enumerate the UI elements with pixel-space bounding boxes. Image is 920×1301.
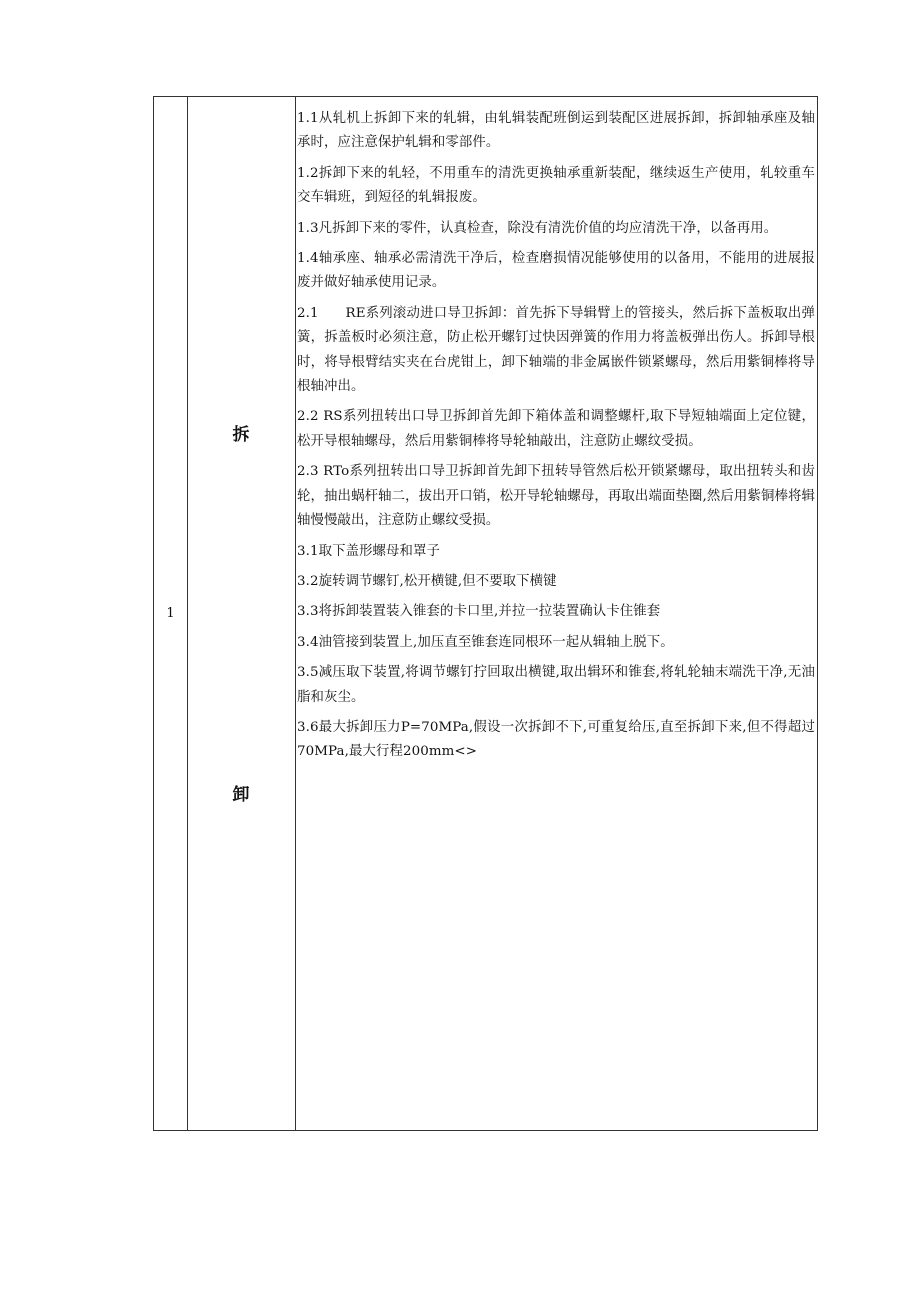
paragraph-3-5: 3.5减压取下装置,将调节螺钉拧回取出横键,取出辑环和锥套,将轧轮轴末端洗干净,无油脂和灰尘。	[297, 665, 815, 705]
paragraph-3-1: 3.1取下盖形螺母和罩子	[297, 543, 441, 559]
procedure-content	[297, 107, 815, 771]
column-divider	[295, 97, 296, 1130]
section-title-char: 卸	[232, 785, 250, 805]
paragraph-1-3: 1.3凡拆卸下来的零件，认真检查，除没有清洗价值的均应清洗干净，以备再用。	[297, 220, 778, 236]
paragraph-3-4: 3.4油管接到装置上,加压直至锥套连同根环一起从辑轴上脱下。	[297, 634, 674, 650]
procedure-table	[153, 96, 818, 1131]
paragraph-3-6: 3.6最大拆卸压力P=70MPa,假设一次拆卸不下,可重复给压,直至拆卸下来,但不得超过70MPa,最大行程200mm<>	[297, 719, 815, 760]
paragraph-1-1: 1.1从轧机上拆卸下来的轧辑，由轧辑装配班倒运到装配区进展拆卸，拆卸轴承座及轴承时，应注意保护轧辑和零部件。	[297, 111, 815, 151]
paragraph-2-1: 2.1 RE系列滚动进口导卫拆卸：首先拆下导辑臂上的管接头，然后拆下盖板取出弹簧，拆盖板时必须注意，防止松开螺钉过快因弹簧的作用力将盖板弹出伤人。拆卸导根时，将导根臂结实夹在台虎钳上，卸下轴端的非金属嵌件锁紧螺母，然后用紫铜棒将导根轴冲出。	[297, 305, 815, 395]
paragraph-2-3: 2.3 RTo系列扭转出口导卫拆卸首先卸下扭转导管然后松开锁紧螺母，取出扭转头和齿轮，抽出蜗杆轴二，拔出开口销，松开导轮轴螺母，再取出端面垫圈,然后用紫铜棒将辑轴慢慢敲出，注意防止螺纹受损。	[297, 464, 815, 529]
paragraph-3-3: 3.3将拆卸装置装入锥套的卡口里,并拉一拉装置确认卡住锥套	[297, 604, 661, 620]
paragraph-3-2: 3.2旋转调节螺钉,松开横键,但不要取下横键	[297, 573, 557, 589]
section-title-char: 拆	[232, 425, 250, 445]
paragraph-2-2: 2.2 RS系列扭转出口导卫拆卸首先卸下箱体盖和调整螺杆,取下导短轴端面上定位键，松开导根轴螺母，然后用紫铜棒将导轮轴敲出，注意防止螺纹受损。	[297, 409, 815, 449]
paragraph-1-2: 1.2拆卸下来的轧轻，不用重车的清洗更换轴承重新装配，继续返生产使用，轧较重车交车辑班，到短径的轧辑报废。	[297, 165, 815, 206]
row-number: 1	[166, 606, 175, 621]
paragraph-1-4: 1.4轴承座、轴承必需清洗干净后，检查磨损情况能够使用的以备用，不能用的进展报废并做好轴承使用记录。	[297, 251, 815, 291]
column-divider	[187, 97, 188, 1130]
